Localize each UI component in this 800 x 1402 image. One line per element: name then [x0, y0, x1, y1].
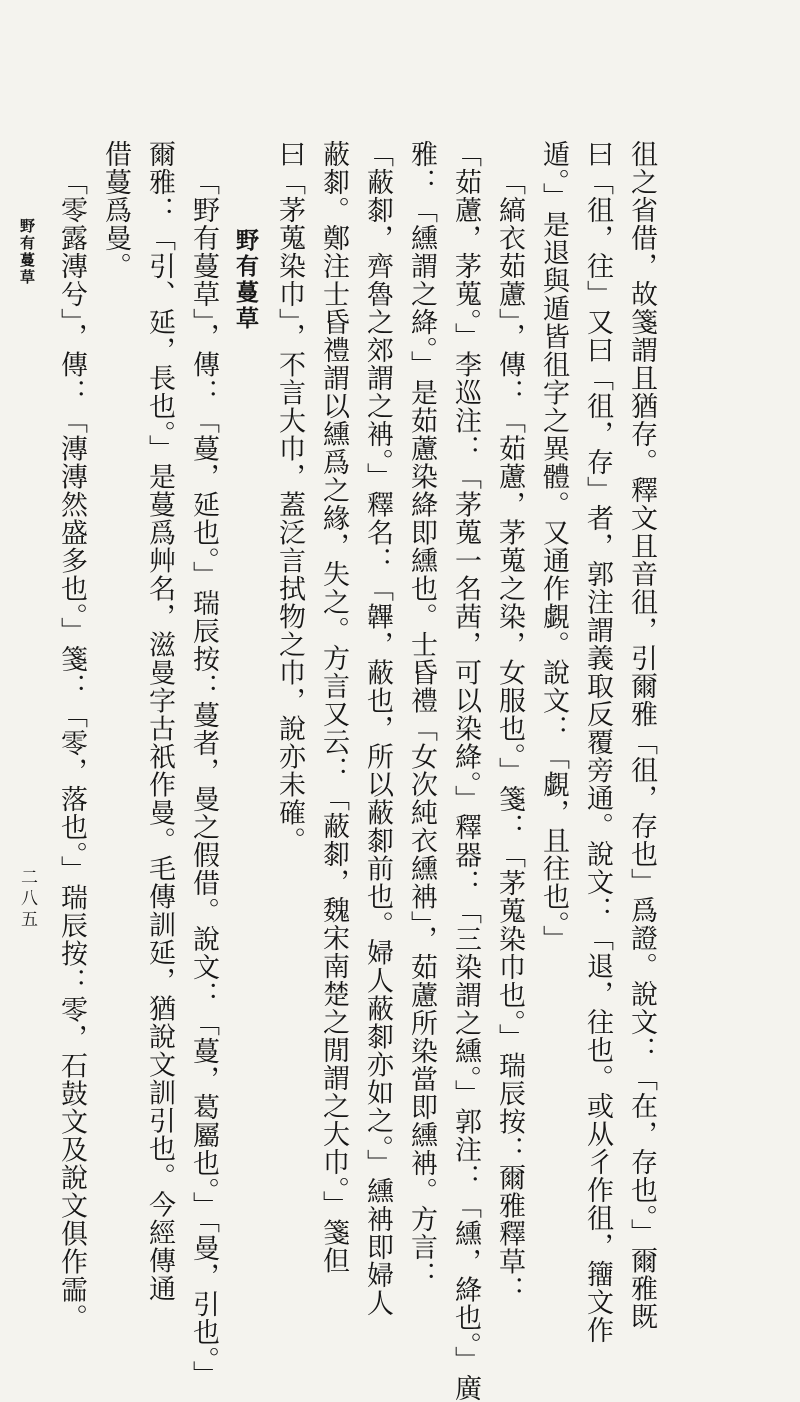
- text-column-8: 蔽厀。鄭注士昏禮謂以纁爲之緣，失之。方言又云：「蔽厀，魏宋南楚之閒謂之大巾。」箋但: [318, 140, 349, 1275]
- text-column-4: 「縞衣茹藘」，傳：「茹藘，茅蒐之染，女服也。」箋：「茅蒐染巾也。」瑞辰按：爾雅釋草：: [494, 168, 525, 1304]
- text-column-13: 「零露漙兮」，傳：「漙漙然盛多也。」箋：「零，落也。」瑞辰按：零，石鼓文及說文俱作霝。: [56, 168, 87, 1332]
- running-head: 野有蔓草: [18, 218, 36, 286]
- text-column-6: 雅：「纁謂之絳。」是茹藘染絳即纁也。士昏禮「女次純衣纁袡」，茹藘所染當即纁袡。方言：: [406, 140, 437, 1289]
- page-number: 二八五: [17, 868, 37, 931]
- text-column-12: 借蔓爲曼。: [100, 140, 131, 280]
- text-column-1: 徂之省借，故箋謂且猶存。釋文且音徂，引爾雅「徂，存也」爲證。說文：「在，存也。」爾雅既: [626, 140, 657, 1331]
- text-column-9: 曰「茅蒐染巾」，不言大巾，蓋泛言拭物之巾，說亦未確。: [274, 140, 305, 855]
- text-column-7: 「蔽厀，齊魯之郊謂之袡。」釋名：「韠，蔽也，所以蔽厀前也。婦人蔽厀亦如之。」纁袡即婦人: [362, 140, 393, 1317]
- text-column-10: 「野有蔓草」，傳：「蔓，延也。」瑞辰按：蔓者，曼之假借。說文：「蔓，葛屬也。」「曼，引也。」: [188, 168, 219, 1389]
- text-column-3: 遁。」是退與遁皆徂字之異體。又通作覷。說文：「覷，且往也。」: [538, 140, 569, 953]
- text-column-2: 曰「徂，往」又曰「徂，存」者，郭注謂義取反覆旁通。說文：「退，往也。或从彳作徂，籒文作: [582, 140, 613, 1344]
- section-title: 野有蔓草: [232, 228, 259, 332]
- text-column-5: 「茹藘，茅蒐。」李巡注：「茅蒐一名茜，可以染絳。」釋器：「三染謂之纁。」郭注：「纁，絳也。」廣: [450, 140, 481, 1402]
- text-column-11: 爾雅：「引、延，長也。」是蔓爲艸名，滋曼字古祇作曼。毛傳訓延，猶說文訓引也。今經傳通: [144, 140, 175, 1303]
